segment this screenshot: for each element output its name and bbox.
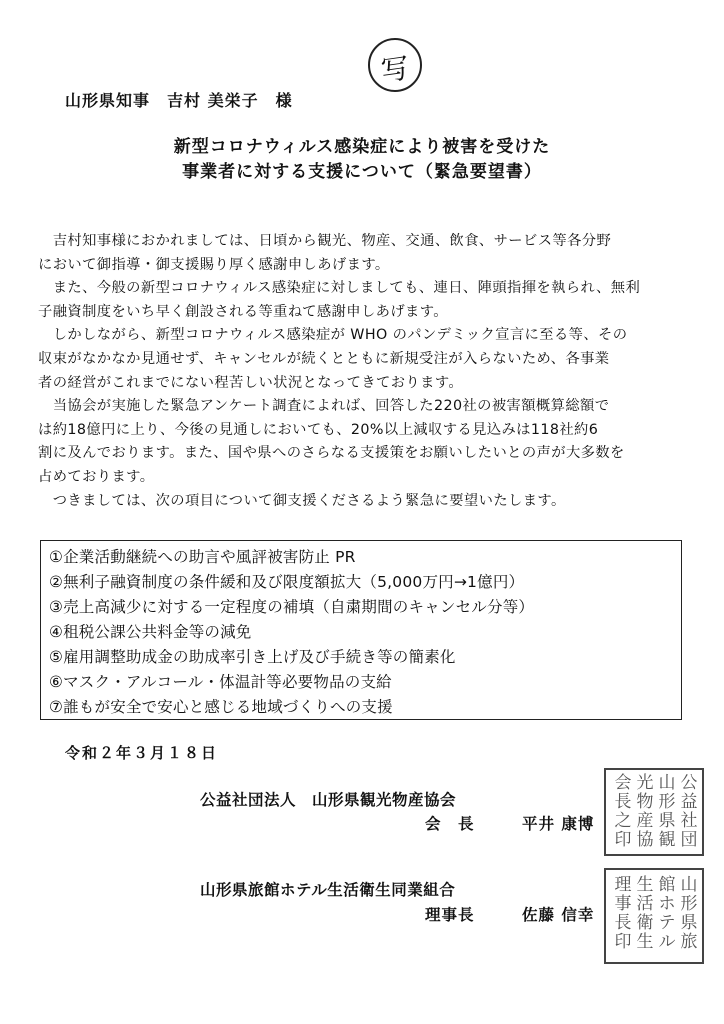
seal-column: 館ホテル xyxy=(658,875,676,952)
body-line: 子融資制度をいち早く創設される等重ねて感謝申しあげます。 xyxy=(38,303,449,320)
body-line: 者の経営がこれまでにない程苦しい状況となってきております。 xyxy=(38,374,464,391)
signatory1-name: 平井 康博 xyxy=(522,815,595,833)
signatory2-org: 山形県旅館ホテル生活衛生同業組合 xyxy=(200,881,456,899)
seal-column: 光物産協 xyxy=(636,773,654,850)
document-date: 令和２年３月１８日 xyxy=(65,744,219,762)
seal-column: 生活衛生 xyxy=(636,875,654,952)
union-seal xyxy=(604,868,704,964)
association-seal xyxy=(604,768,704,856)
body-line: は約18億円に上り、今後の見通しにおいても、20%以上減収する見込みは118社約6 xyxy=(38,421,599,438)
body-line: 占めております。 xyxy=(38,468,155,485)
request-item: ⑦誰もが安全で安心と感じる地域づくりへの支援 xyxy=(49,698,393,716)
seal-column: 公益社団 xyxy=(680,773,698,850)
document-title-line2: 事業者に対する支援について（緊急要望書） xyxy=(182,162,542,182)
body-line: 収束がなかなか見通せず、キャンセルが続くとともに新規受注が入らないため、各事業 xyxy=(38,350,610,367)
request-item: ⑤雇用調整助成金の助成率引き上げ及び手続き等の簡素化 xyxy=(49,648,456,666)
copy-stamp-glyph: 写 xyxy=(379,51,412,88)
body-text xyxy=(38,230,693,513)
document-title-line1: 新型コロナウィルス感染症により被害を受けた xyxy=(173,137,551,157)
seal-column: 理事長印 xyxy=(614,875,632,952)
body-line: 当協会が実施した緊急アンケート調査によれば、回答した220社の被害額概算総額で xyxy=(38,398,610,415)
request-item: ⑥マスク・アルコール・体温計等必要物品の支給 xyxy=(49,673,392,691)
body-line: 割に及んでおります。また、国や県へのさらなる支援策をお願いしたいとの声が大多数を xyxy=(38,445,625,462)
body-line: また、今般の新型コロナウィルス感染症に対しましても、連日、陣頭指揮を執られ、無利 xyxy=(38,280,641,297)
body-line: において御指導・御支援賜り厚く感謝申しあげます。 xyxy=(38,256,390,273)
addressee: 山形県知事 吉村 美栄子 様 xyxy=(65,91,293,110)
request-item: ④租税公課公共料金等の減免 xyxy=(49,623,252,641)
copy-stamp xyxy=(368,38,422,92)
signatory2-name: 佐藤 信幸 xyxy=(522,906,595,924)
signatory1-role: 会 長 xyxy=(425,815,475,833)
seal-column: 山形県観 xyxy=(658,773,676,850)
body-line: つきましては、次の項目について御支援くださるよう緊急に要望いたします。 xyxy=(38,492,566,509)
request-item: ③売上高減少に対する一定程度の補填（自粛期間のキャンセル分等） xyxy=(49,598,535,616)
seal-column: 山形県旅 xyxy=(680,875,698,952)
signatory1-org: 公益社団法人 山形県観光物産協会 xyxy=(200,791,457,809)
request-list-box xyxy=(40,540,682,720)
signatory2-role: 理事長 xyxy=(425,906,475,924)
request-item: ①企業活動継続への助言や風評被害防止 PR xyxy=(49,548,356,566)
body-line: しかしながら、新型コロナウィルス感染症が WHO のパンデミック宣言に至る等、その xyxy=(38,327,628,344)
seal-column: 会長之印 xyxy=(614,773,632,850)
body-line: 吉村知事様におかれましては、日頃から観光、物産、交通、飲食、サービス等各分野 xyxy=(38,233,612,249)
request-item: ②無利子融資制度の条件緩和及び限度額拡大（5,000万円→1億円） xyxy=(49,573,525,591)
